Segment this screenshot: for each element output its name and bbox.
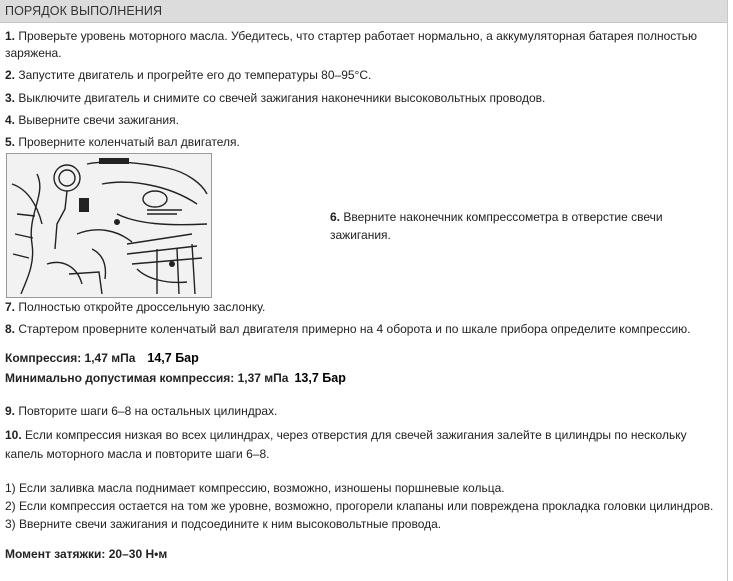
right-border [727,0,728,581]
note-3: 3) Вверните свечи зажигания и подсоедините к ним высоковольтные провода. [5,517,442,531]
step-6-text: Вверните наконечник компрессометра в отверстие свечи зажигания. [330,210,663,242]
step-3 [5,90,545,107]
min-compression-value: 13,7 Бар [294,371,346,385]
step-6 [330,208,670,244]
compression-label: Компрессия: 1,47 мПа [5,351,136,365]
min-compression-row [5,370,346,387]
step-3-text: Выключите двигатель и снимите со свечей зажигания наконечники высоковольтных проводов. [15,91,546,105]
engine-drawing [7,154,211,297]
note-2: 2) Если компрессия остается на том же уровне, возможно, прогорели клапаны или повреждена прокладка головки цилиндров. [5,499,714,513]
step-8-text: Стартером проверните коленчатый вал двигателя примерно на 4 оборота и по шкале прибора определите компрессию. [15,322,691,336]
step-5-number: 5. [5,135,16,149]
step-5 [5,134,240,151]
compression-row [5,350,199,367]
torque-spec [5,546,167,563]
step-9 [5,403,277,420]
step-1 [5,28,710,62]
step-2 [5,67,371,84]
engine-illustration [6,153,212,298]
step-4-number: 4. [5,113,16,127]
step-7-number: 7. [5,300,16,314]
min-compression-label: Минимально допустимая компрессия: 1,37 мПа [5,371,289,385]
step-1-text: Проверьте уровень моторного масла. Убедитесь, что стартер работает нормально, а аккумуляторная батарея полностью заряжена. [5,29,697,60]
step-9-text: Повторите шаги 6–8 на остальных цилиндрах. [15,404,278,418]
step-8-number: 8. [5,322,16,336]
step-7-text: Полностью откройте дроссельную заслонку. [15,300,266,314]
step-1-number: 1. [5,29,16,43]
section-header [0,0,727,23]
section-title: ПОРЯДОК ВЫПОЛНЕНИЯ [5,4,163,18]
step-2-text: Запустите двигатель и прогрейте его до температуры 80–95°С. [15,68,372,82]
step-4 [5,112,179,129]
note-1: 1) Если заливка масла поднимает компрессию, возможно, изношены поршневые кольца. [5,481,505,495]
step-3-number: 3. [5,91,16,105]
step-8 [5,321,691,338]
step-2-number: 2. [5,68,16,82]
step-10-text: Если компрессия низкая во всех цилиндрах, через отверстия для свечей зажигания залейте в цилиндры по нескольку капель моторного масла и повторите шаги 6–8. [5,428,687,461]
step-6-number: 6. [330,210,341,224]
step-5-text: Проверните коленчатый вал двигателя. [15,135,240,149]
step-9-number: 9. [5,404,16,418]
step-10 [5,426,710,464]
step-10-number: 10. [5,428,22,442]
step-4-text: Выверните свечи зажигания. [15,113,179,127]
torque-text: Момент затяжки: 20–30 Н•м [5,547,168,561]
step-7 [5,299,265,316]
compression-value: 14,7 Бар [147,351,199,365]
